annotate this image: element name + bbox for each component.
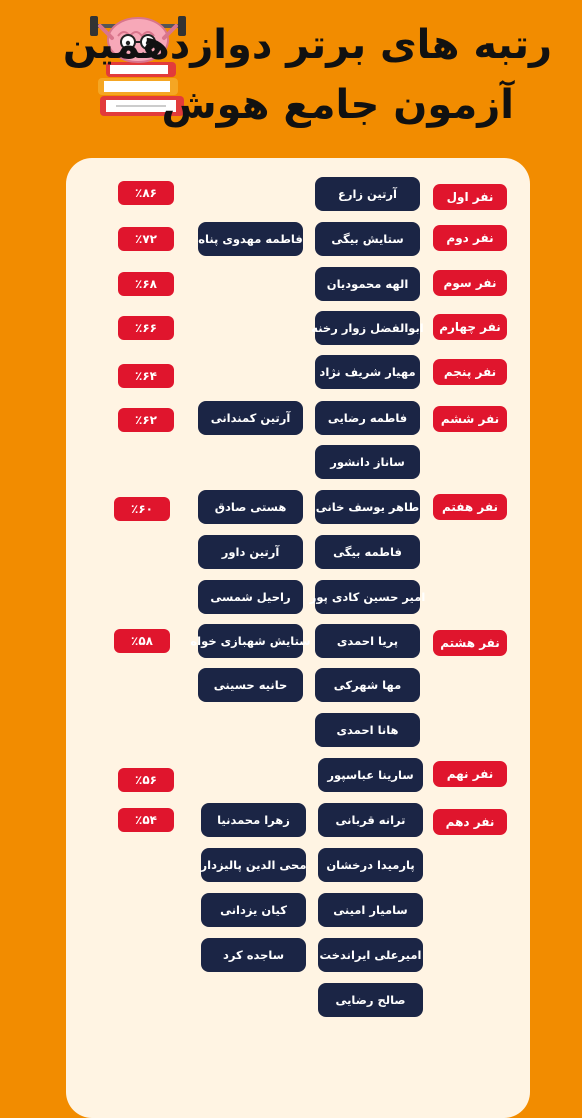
student-name: مها شهرکی [315, 668, 420, 702]
rank-label-1: نفر اول [433, 184, 507, 210]
student-name: فاطمه رضایی [315, 401, 420, 435]
student-name: امیر حسین کادی پور [315, 580, 420, 614]
rank-label-2: نفر دوم [433, 225, 507, 251]
student-name: آرتین زارع [315, 177, 420, 211]
rank-label-9: نفر نهم [433, 761, 507, 787]
student-name: سامیار امینی [318, 893, 423, 927]
percent-badge-8: ٪۵۸ [114, 629, 170, 653]
percent-badge-4: ٪۶۶ [118, 316, 174, 340]
student-name: طاهر یوسف خانی [315, 490, 420, 524]
rank-label-7: نفر هفتم [433, 494, 507, 520]
student-name: پارمیدا درخشان [318, 848, 423, 882]
student-name: محی الدین پالیزدار [201, 848, 306, 882]
student-name: امیرعلی ایراندخت [318, 938, 423, 972]
page-subtitle: آزمون جامع هوش [161, 82, 514, 128]
percent-badge-6: ٪۶۲ [118, 408, 174, 432]
student-name: هستی صادق [198, 490, 303, 524]
student-name: حانیه حسینی [198, 668, 303, 702]
student-name: کیان یزدانی [201, 893, 306, 927]
student-name: ساجده کرد [201, 938, 306, 972]
percent-badge-2: ٪۷۲ [118, 227, 174, 251]
percent-badge-7: ٪۶۰ [114, 497, 170, 521]
student-name: صالح رضایی [318, 983, 423, 1017]
page-title: رتبه های برتر دوازدهمین [62, 22, 552, 68]
student-name: سارینا عباسپور [318, 758, 423, 792]
rank-label-5: نفر پنجم [433, 359, 507, 385]
rank-label-8: نفر هشتم [433, 630, 507, 656]
rank-label-6: نفر ششم [433, 406, 507, 432]
rank-label-3: نفر سوم [433, 270, 507, 296]
percent-badge-3: ٪۶۸ [118, 272, 174, 296]
percent-badge-1: ٪۸۶ [118, 181, 174, 205]
percent-badge-5: ٪۶۴ [118, 364, 174, 388]
student-name: آرتین کمندانی [198, 401, 303, 435]
student-name: زهرا محمدنیا [201, 803, 306, 837]
student-name: فاطمه مهدوی پناه [198, 222, 303, 256]
student-name: مهیار شریف نژاد [315, 355, 420, 389]
student-name: الهه محمودیان [315, 267, 420, 301]
student-name: ساناز دانشور [315, 445, 420, 479]
student-name: پریا احمدی [315, 624, 420, 658]
rank-label-4: نفر چهارم [433, 314, 507, 340]
student-name: ترانه قربانی [318, 803, 423, 837]
header [0, 0, 582, 150]
student-name: راحیل شمسی [198, 580, 303, 614]
student-name: هانا احمدی [315, 713, 420, 747]
percent-badge-10: ٪۵۴ [118, 808, 174, 832]
student-name: فاطمه بیگی [315, 535, 420, 569]
rank-label-10: نفر دهم [433, 809, 507, 835]
student-name: ستایش شهبازی خواه [198, 624, 303, 658]
percent-badge-9: ٪۵۶ [118, 768, 174, 792]
student-name: آرتین داور [198, 535, 303, 569]
student-name: ابوالفضل زوار رخنه [315, 311, 420, 345]
student-name: ستایش بیگی [315, 222, 420, 256]
